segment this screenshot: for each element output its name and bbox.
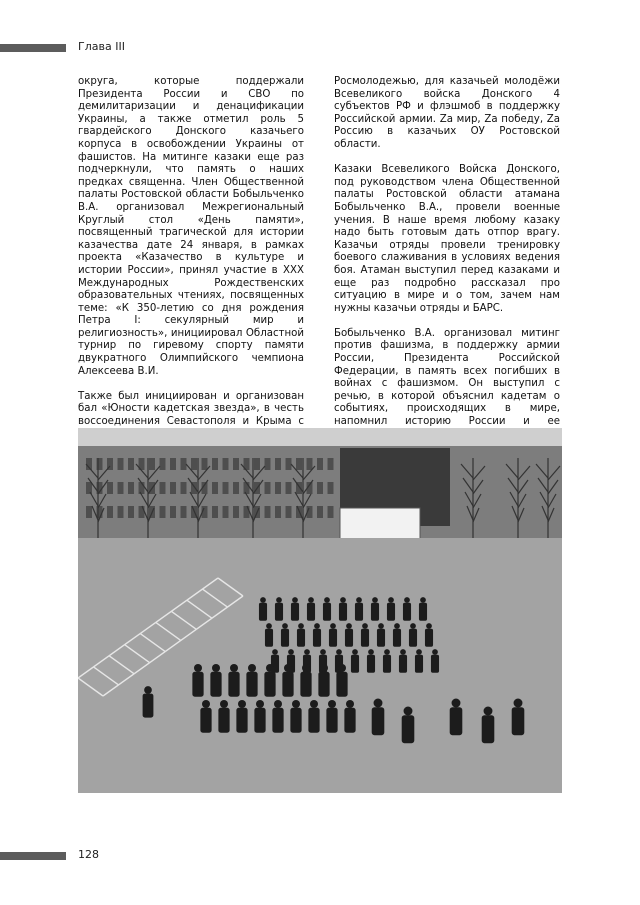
building-window: [286, 458, 292, 470]
building-window: [275, 506, 281, 518]
cadet-head: [308, 597, 314, 603]
cadet-body: [431, 655, 439, 673]
cadet-head: [346, 623, 352, 629]
cadet-body: [355, 603, 363, 621]
cadet-head: [336, 649, 342, 655]
building-window: [149, 458, 155, 470]
cadet-body: [300, 672, 311, 697]
cadet-body: [367, 655, 375, 673]
cadet-body: [200, 708, 211, 733]
chapter-title: Глава III: [78, 40, 125, 53]
cadet-body: [275, 603, 283, 621]
cadet-body: [450, 707, 463, 735]
cadet-head: [272, 649, 278, 655]
building-window: [212, 506, 218, 518]
cadet-head: [324, 597, 330, 603]
cadet-body: [218, 708, 229, 733]
cadet-head: [484, 707, 493, 716]
cadet-head: [220, 700, 228, 708]
left-column: [78, 76, 304, 479]
cadet-body: [246, 672, 257, 697]
cadet-head: [452, 699, 461, 708]
cadet-body: [345, 629, 353, 647]
cadet-body: [415, 655, 423, 673]
building-window: [254, 458, 260, 470]
building-window: [128, 506, 134, 518]
cadet-head: [378, 623, 384, 629]
building-window: [317, 458, 323, 470]
building-window: [86, 506, 92, 518]
cadet-body: [290, 708, 301, 733]
cadet-body: [419, 603, 427, 621]
cadet-head: [320, 649, 326, 655]
cadet-body: [313, 629, 321, 647]
cadet-head: [288, 649, 294, 655]
cadet-head: [368, 649, 374, 655]
cadet-body: [512, 707, 525, 735]
building-window: [107, 482, 113, 494]
cadet-body: [272, 708, 283, 733]
cadet-head: [144, 686, 152, 694]
building-window: [328, 458, 334, 470]
cadet-head: [426, 623, 432, 629]
building-window: [223, 458, 229, 470]
right-paragraph-3: Бобыльченко В.А. организовал митинг против фашизма, в поддержку армии России, Президента Российской Федерации, в память всех погибших в войнах с фашизмом. Он выступил с речью, в которой объяснил кадетам о событиях, происходящих в мире, напомнил историю России и ее: [334, 327, 560, 428]
building-window: [265, 482, 271, 494]
cadet-body: [425, 629, 433, 647]
cadet-body: [297, 629, 305, 647]
cadet-head: [274, 700, 282, 708]
cadet-body: [372, 707, 385, 735]
building-window: [328, 482, 334, 494]
cadet-body: [143, 694, 154, 718]
cadet-head: [256, 700, 264, 708]
cadet-head: [404, 707, 413, 716]
cadet-head: [320, 664, 328, 672]
cadet-body: [282, 672, 293, 697]
cadet-head: [394, 623, 400, 629]
cadet-head: [410, 623, 416, 629]
building-window: [118, 458, 124, 470]
building-window: [223, 506, 229, 518]
building-window: [181, 458, 187, 470]
left-paragraph-2: Также был инициирован и организован бал «Юности кадетская звезда», в честь воссоединения Севастополя и Крыма с: [78, 390, 304, 428]
building-window: [118, 506, 124, 518]
building-window: [275, 458, 281, 470]
cadet-body: [326, 708, 337, 733]
cadet-body: [339, 603, 347, 621]
cadet-body: [307, 603, 315, 621]
cadet-head: [328, 700, 336, 708]
building-window: [212, 482, 218, 494]
cadet-head: [282, 623, 288, 629]
cadet-body: [351, 655, 359, 673]
cadet-head: [338, 664, 346, 672]
cadet-head: [238, 700, 246, 708]
cadet-head: [352, 649, 358, 655]
cadet-head: [292, 700, 300, 708]
cadet-body: [409, 629, 417, 647]
cadet-head: [416, 649, 422, 655]
cadet-body: [265, 629, 273, 647]
building-window: [86, 482, 92, 494]
building-window: [160, 458, 166, 470]
cadet-head: [302, 664, 310, 672]
cadet-body: [323, 603, 331, 621]
cadet-body: [361, 629, 369, 647]
footer-marker-bar: [0, 852, 66, 860]
building-window: [296, 458, 302, 470]
cadet-body: [259, 603, 267, 621]
cadet-body: [336, 672, 347, 697]
building-window: [160, 482, 166, 494]
building-window: [223, 482, 229, 494]
cadet-head: [304, 649, 310, 655]
cadet-body: [228, 672, 239, 697]
cadet-head: [230, 664, 238, 672]
cadet-head: [420, 597, 426, 603]
building-window: [160, 506, 166, 518]
cadet-head: [362, 623, 368, 629]
building-window: [286, 506, 292, 518]
cadet-head: [372, 597, 378, 603]
cadet-head: [432, 649, 438, 655]
cadet-body: [344, 708, 355, 733]
cadet-body: [393, 629, 401, 647]
building-window: [181, 482, 187, 494]
cadet-body: [399, 655, 407, 673]
cadet-body: [403, 603, 411, 621]
page-number: 128: [78, 848, 99, 861]
cadet-head: [514, 699, 523, 708]
cadet-head: [314, 623, 320, 629]
chapter-marker-bar: [0, 44, 66, 52]
cadet-head: [340, 597, 346, 603]
cadet-head: [248, 664, 256, 672]
cadet-head: [298, 623, 304, 629]
cadet-head: [310, 700, 318, 708]
cadet-body: [377, 629, 385, 647]
cadet-head: [356, 597, 362, 603]
cadet-head: [212, 664, 220, 672]
building-window: [275, 482, 281, 494]
cadet-head: [276, 597, 282, 603]
cadet-body: [387, 603, 395, 621]
cadet-head: [374, 699, 383, 708]
cadet-head: [194, 664, 202, 672]
cadet-head: [260, 597, 266, 603]
cadet-body: [402, 715, 415, 743]
right-paragraph-2: Казаки Всевеликого Войска Донского, под руководством члена Общественной палаты Ростовской области атамана Бобыльченко В.А., провели военные учения. В наше время любому казаку надо быть готовым дать отпор врагу. Казачьи отряды провели тренировку боевого слаживания в условиях ведения боя. Атаман выступил перед казаками и еще раз подробно рассказал про ситуацию в мире и о том, зачем нам нужны казачьи отряды и БАРС.: [334, 164, 560, 314]
cadet-body: [329, 629, 337, 647]
cadet-body: [210, 672, 221, 697]
building-window: [265, 458, 271, 470]
building-window: [118, 482, 124, 494]
cadet-body: [482, 715, 495, 743]
cadet-head: [284, 664, 292, 672]
cadet-body: [236, 708, 247, 733]
building-window: [128, 458, 134, 470]
cadet-body: [264, 672, 275, 697]
left-paragraph-1: округа, которые поддержали Президента России и СВО по демилитаризации и денацификации Украины, а также отметил роль 5 гвардейского Донского казачьего корпуса в освобождении Украины от фашистов. На митинге казаки еще раз подчеркнули, что память о наших предках священна. Член Общественной палаты Ростовской области Бобыльченко В.А. организовал Межрегиональный Круглый стол «День памяти», посвященный трагической для истории казачества дате 24 января, в рамках проекта «Казачество в культуре и истории России», принял участие в XXX Международных Рождественских образовательных чтениях, посвященных теме: «К 350-летию со дня рождения Петра I: секулярный мир и религиозность», инициировал Областной турнир по гиревому спорту памяти двукратного Олимпийского чемпиона Алексеева В.И.: [78, 76, 304, 377]
cadet-formation-photo: [78, 428, 562, 793]
building-window: [181, 506, 187, 518]
building-window: [317, 506, 323, 518]
cadet-body: [254, 708, 265, 733]
building-window: [286, 482, 292, 494]
building-window: [202, 458, 208, 470]
cadet-body: [371, 603, 379, 621]
cadet-head: [202, 700, 210, 708]
building-window: [307, 458, 313, 470]
building-window: [233, 482, 239, 494]
cadet-head: [266, 664, 274, 672]
building-window: [170, 458, 176, 470]
building-window: [233, 506, 239, 518]
building-window: [328, 506, 334, 518]
cadet-body: [318, 672, 329, 697]
building-window: [170, 506, 176, 518]
building-window: [233, 458, 239, 470]
cadet-body: [281, 629, 289, 647]
cadet-body: [291, 603, 299, 621]
building-window: [128, 482, 134, 494]
cadet-head: [388, 597, 394, 603]
building-window: [191, 458, 197, 470]
cadet-head: [266, 623, 272, 629]
cadet-body: [192, 672, 203, 697]
building-window: [212, 458, 218, 470]
cadet-body: [383, 655, 391, 673]
building-window: [265, 506, 271, 518]
building-window: [107, 506, 113, 518]
cadet-head: [384, 649, 390, 655]
building-window: [244, 506, 250, 518]
building-window: [139, 506, 145, 518]
cadet-head: [400, 649, 406, 655]
cadet-body: [308, 708, 319, 733]
cadet-head: [330, 623, 336, 629]
cadet-head: [404, 597, 410, 603]
cadet-head: [292, 597, 298, 603]
building-window: [317, 482, 323, 494]
right-paragraph-1: Росмолодежью, для казачьей молодёжи Всевеликого войска Донского 4 субъектов РФ и флэшмоб в поддержку Российской армии. Zа мир, Zа победу, Zа Россию в казачьих ОУ Ростовской области.: [334, 76, 560, 150]
building-window: [170, 482, 176, 494]
cadet-head: [346, 700, 354, 708]
